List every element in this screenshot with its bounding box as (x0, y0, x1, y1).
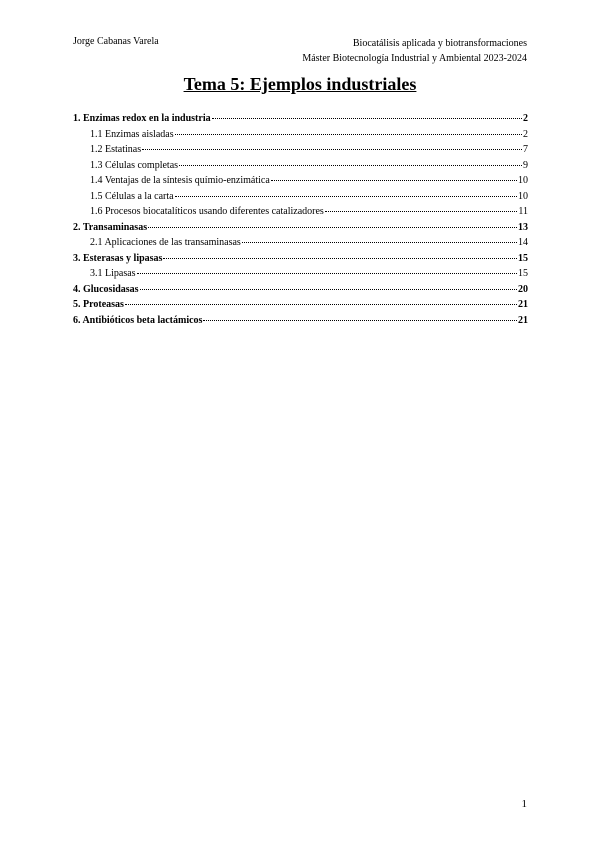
toc-entry[interactable] (73, 191, 528, 207)
toc-entry-page: 15 (518, 252, 528, 264)
toc-entry-page: 21 (518, 314, 528, 326)
toc-entry-page: 2 (523, 113, 528, 124)
toc-leader (271, 180, 517, 181)
toc-entry-label: 2. Transaminasas (73, 221, 148, 233)
toc-entry[interactable] (73, 113, 528, 129)
toc-entry[interactable] (73, 222, 528, 238)
toc-entry-label: 2.1 Aplicaciones de las transaminasas (90, 237, 241, 248)
toc-entry-page: 13 (518, 221, 528, 233)
toc-entry-page: 7 (523, 144, 528, 155)
toc-entry-page: 15 (518, 268, 528, 279)
toc-entry[interactable] (73, 315, 528, 331)
toc-entry[interactable] (73, 175, 528, 191)
toc-entry[interactable] (73, 268, 528, 284)
toc-entry-page: 14 (518, 237, 528, 248)
toc-leader (325, 211, 518, 212)
toc-leader (203, 320, 517, 321)
toc-entry-label: 1.6 Procesos biocatalíticos usando diferentes catalizadores (90, 206, 324, 217)
toc-entry-label: 6. Antibióticos beta lactámicos (73, 314, 203, 326)
toc-leader (175, 196, 517, 197)
toc-entry[interactable] (73, 206, 528, 222)
toc-entry-label: 1. Enzimas redox en la industria (73, 113, 211, 124)
toc-leader (175, 134, 522, 135)
toc-entry[interactable] (73, 299, 528, 315)
toc-entry-label: 3.1 Lipasas (90, 268, 136, 279)
header-course: Biocatálisis aplicada y biotransformaciones (352, 38, 527, 49)
toc-entry-page: 20 (518, 283, 528, 295)
table-of-contents (73, 113, 528, 330)
toc-leader (125, 304, 517, 305)
header-course-info (302, 36, 527, 66)
toc-entry[interactable] (73, 284, 528, 300)
toc-entry-label: 4. Glucosidasas (73, 283, 139, 295)
toc-entry-page: 11 (518, 206, 528, 217)
toc-entry-label: 1.1 Enzimas aisladas (90, 128, 174, 140)
toc-leader (142, 149, 522, 150)
page-number: 1 (521, 798, 527, 810)
toc-leader (212, 118, 522, 119)
toc-entry[interactable] (73, 237, 528, 253)
toc-entry-label: 5. Proteasas (73, 299, 124, 310)
toc-leader (179, 165, 522, 166)
toc-entry-label: 1.5 Células a la carta (90, 190, 174, 202)
toc-entry[interactable] (73, 129, 528, 145)
header-author: Jorge Cabanas Varela (73, 36, 159, 47)
header-program: Máster Biotecnología Industrial y Ambiental 2023-2024 (302, 53, 527, 64)
toc-leader (137, 273, 517, 274)
toc-entry[interactable] (73, 160, 528, 176)
toc-entry-page: 21 (518, 299, 528, 310)
toc-entry[interactable] (73, 144, 528, 160)
toc-entry[interactable] (73, 253, 528, 269)
toc-entry-page: 10 (518, 175, 528, 186)
toc-leader (140, 289, 517, 290)
toc-leader (163, 258, 517, 259)
toc-entry-label: 1.2 Estatinas (90, 144, 142, 155)
document-title: Tema 5: Ejemplos industriales (183, 74, 417, 94)
toc-entry-page: 2 (523, 128, 528, 140)
toc-leader (242, 242, 517, 243)
toc-entry-label: 1.4 Ventajas de la síntesis químio-enzimática (90, 175, 270, 186)
toc-entry-label: 3. Esterasas y lipasas (73, 252, 163, 264)
toc-entry-page: 10 (518, 190, 528, 202)
toc-entry-page: 9 (523, 159, 528, 171)
toc-entry-label: 1.3 Células completas (90, 159, 179, 171)
toc-leader (148, 227, 517, 228)
